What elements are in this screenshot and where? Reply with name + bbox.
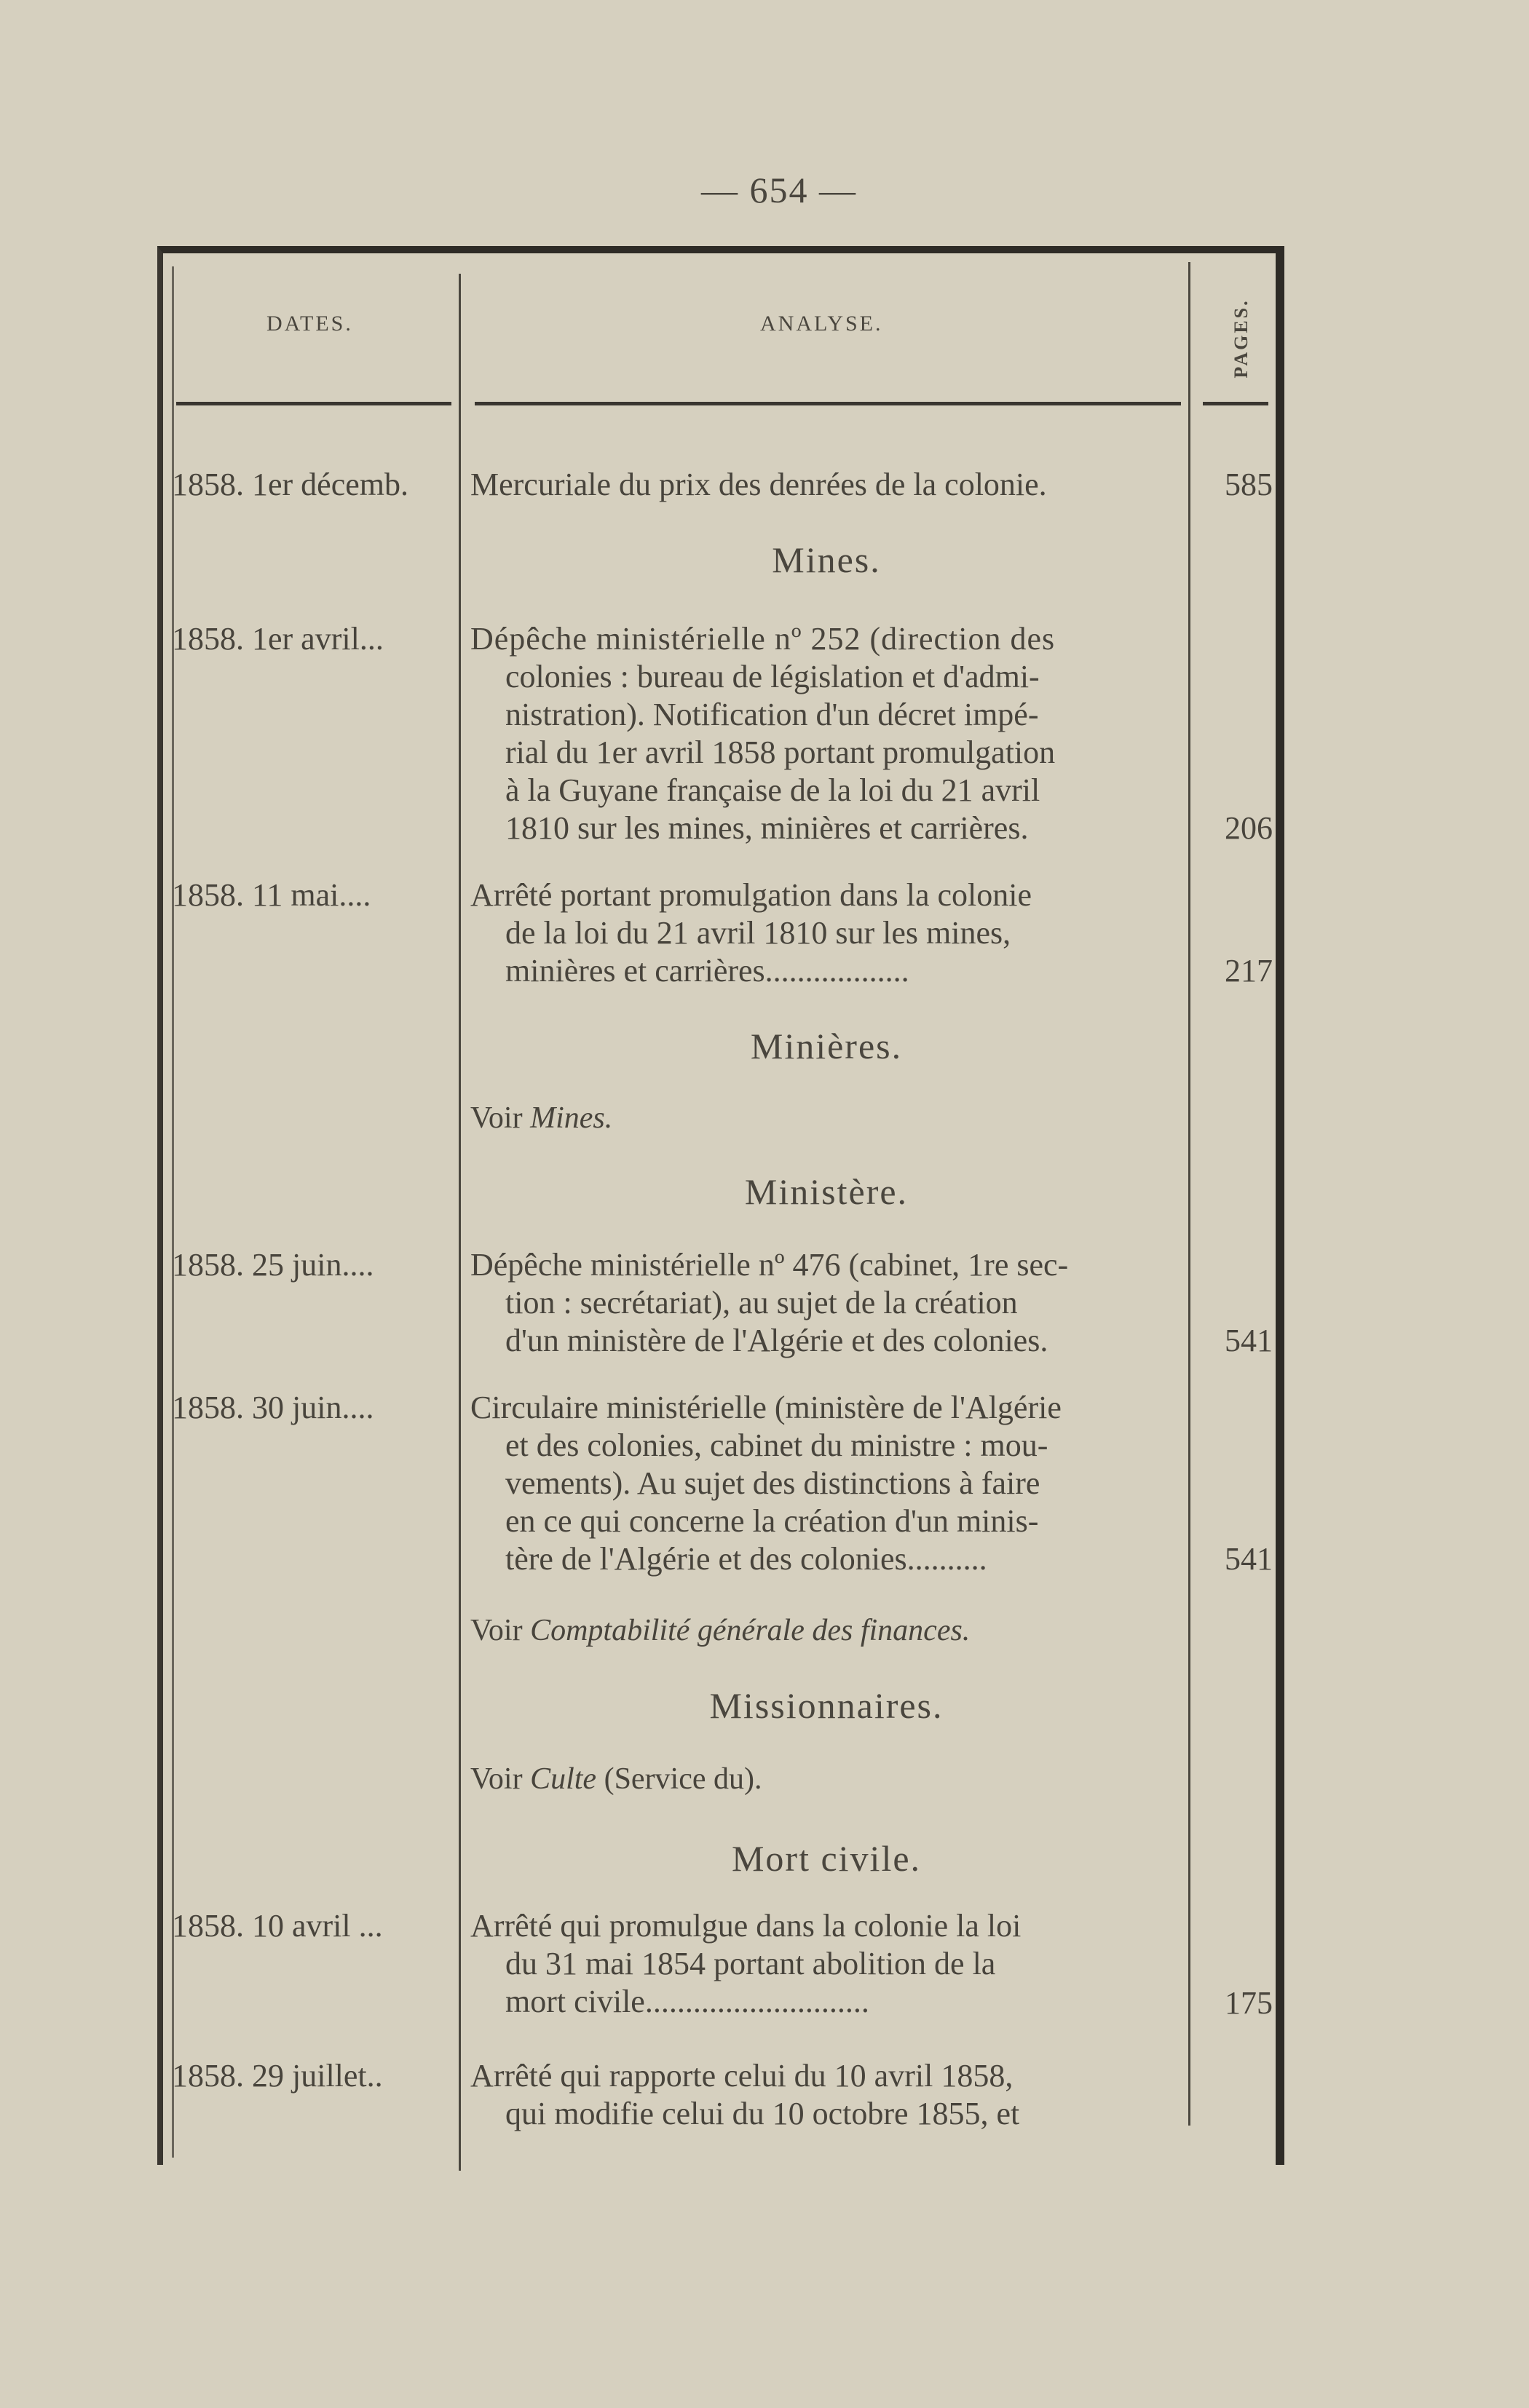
entry-line: d'un ministère de l'Algérie et des colonies. xyxy=(505,1323,1048,1358)
cross-reference-suffix: (Service du). xyxy=(596,1762,762,1796)
entry-page: 206 xyxy=(1225,810,1273,846)
entry-line: tère de l'Algérie et des colonies.......... xyxy=(505,1541,987,1577)
cross-reference-prefix: Voir xyxy=(470,1101,531,1135)
entry-text xyxy=(470,1389,1182,1578)
entry-line: Circulaire ministérielle (ministère de l'Algérie xyxy=(470,1390,1062,1425)
entry-line: en ce qui concerne la création d'un minis- xyxy=(505,1503,1039,1539)
column-divider-analyse xyxy=(1188,262,1190,2126)
page-number: — 654 — xyxy=(701,170,857,210)
entry-line: nistration). Notification d'un décret impé- xyxy=(505,697,1039,732)
entry-line: à la Guyane française de la loi du 21 avril xyxy=(505,772,1040,808)
header-analyse: ANALYSE. xyxy=(760,312,883,336)
section-heading-mort-civile: Mort civile. xyxy=(731,1838,922,1879)
section-heading-ministere: Ministère. xyxy=(744,1171,909,1212)
header-rule-analyse xyxy=(475,402,1181,405)
entry-date: 1858. 1er décemb. xyxy=(172,467,408,502)
section-heading-missionnaires: Missionnaires. xyxy=(709,1685,944,1726)
cross-reference xyxy=(470,1762,762,1797)
header-pages-label: PAGES. xyxy=(1230,298,1252,379)
entry-date: 1858. 25 juin.... xyxy=(172,1247,374,1283)
entry-line: vements). Au sujet des distinctions à faire xyxy=(505,1465,1040,1501)
entry-line: colonies : bureau de législation et d'admi- xyxy=(505,659,1040,694)
entry-date: 1858. 11 mai.... xyxy=(172,877,371,913)
entry-line: rial du 1er avril 1858 portant promulgation xyxy=(505,734,1056,770)
entry-page: 217 xyxy=(1225,953,1273,989)
entry-date: 1858. 29 juillet.. xyxy=(172,2058,383,2094)
cross-reference-prefix: Voir xyxy=(470,1614,531,1647)
entry-line: Dépêche ministérielle nº 476 (cabinet, 1re sec- xyxy=(470,1247,1069,1283)
entry-page: 541 xyxy=(1225,1323,1273,1358)
entry-line: tion : secrétariat), au sujet de la création xyxy=(505,1285,1018,1320)
entry-page: 585 xyxy=(1225,467,1273,502)
cross-reference xyxy=(470,1613,970,1648)
entry-text xyxy=(470,620,1182,847)
header-rule-dates xyxy=(176,402,451,405)
entry-text xyxy=(470,1246,1182,1360)
frame-inner-rule xyxy=(172,266,174,2158)
column-divider-dates xyxy=(459,274,461,2171)
entry-line: Arrêté qui rapporte celui du 10 avril 1858, xyxy=(470,2058,1014,2094)
section-heading-mines: Mines. xyxy=(772,539,881,580)
entry-line: Mercuriale du prix des denrées de la colonie. xyxy=(470,467,1047,502)
entry-page: 541 xyxy=(1225,1541,1273,1577)
entry-line: minières et carrières.................. xyxy=(505,953,909,989)
entry-text xyxy=(470,2057,1182,2133)
cross-reference-link: Comptabilité générale des finances. xyxy=(530,1614,971,1647)
cross-reference-link: Mines. xyxy=(530,1101,613,1135)
entry-line: mort civile............................ xyxy=(505,1984,869,2019)
cross-reference-link: Culte xyxy=(530,1762,597,1796)
section-heading-minieres: Minières. xyxy=(750,1026,903,1066)
entry-line: Arrêté qui promulgue dans la colonie la loi xyxy=(470,1908,1022,1944)
entry-line: du 31 mai 1854 portant abolition de la xyxy=(505,1946,996,1981)
header-dates: DATES. xyxy=(266,312,353,336)
entry-line: et des colonies, cabinet du ministre : mou- xyxy=(505,1427,1048,1463)
entry-line: Arrêté portant promulgation dans la colonie xyxy=(470,877,1032,913)
entry-text xyxy=(470,876,1182,990)
entry-date: 1858. 10 avril ... xyxy=(172,1908,383,1944)
entry-line: de la loi du 21 avril 1810 sur les mines, xyxy=(505,915,1011,951)
entry-page: 175 xyxy=(1225,1985,1273,2021)
entry-line: Dépêche ministérielle nº 252 (direction des xyxy=(470,621,1056,657)
header-rule-pages xyxy=(1203,402,1268,405)
entry-line: qui modifie celui du 10 octobre 1855, et xyxy=(505,2096,1020,2131)
entry-text xyxy=(470,466,1182,504)
cross-reference xyxy=(470,1101,612,1136)
entry-text xyxy=(470,1907,1182,2021)
entry-date: 1858. 30 juin.... xyxy=(172,1390,374,1425)
entry-line: 1810 sur les mines, minières et carrières. xyxy=(505,810,1029,846)
cross-reference-prefix: Voir xyxy=(470,1762,531,1796)
entry-date: 1858. 1er avril... xyxy=(172,621,384,657)
header-pages xyxy=(1214,284,1268,393)
